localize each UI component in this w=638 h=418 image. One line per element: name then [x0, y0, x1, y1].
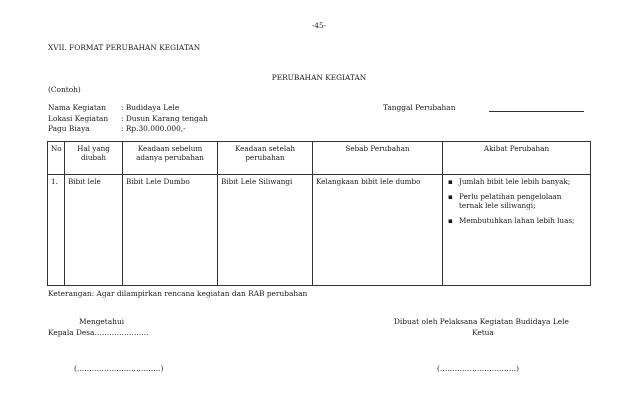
cell-item: Bibit lele	[65, 175, 123, 286]
activity-name-label: Nama Kegiatan	[48, 103, 106, 112]
cell-after: Bibit Lele Siliwangi	[218, 175, 313, 286]
left-signature-blank: (…………………………….)	[74, 364, 164, 373]
budget-value: : Rp.30.000.000,-	[121, 124, 186, 133]
change-table	[47, 141, 591, 286]
bullet-icon: ▪	[448, 177, 453, 186]
header-effects: Akibat Perubahan	[443, 142, 591, 175]
cell-before: Bibit Lele Dumbo	[123, 175, 218, 286]
change-date-label: Tanggal Perubahan	[383, 103, 456, 112]
list-item: ▪ Perlu pelatihan pengelolaan ternak lele siliwangi;	[448, 191, 562, 211]
budget-label: Pagu Biaya	[48, 124, 90, 133]
village-head-label: Kepala Desa………………….	[48, 328, 149, 337]
header-item: Hal yang diubah	[65, 142, 123, 175]
table-header-row	[48, 142, 591, 175]
bullet-icon: ▪	[448, 216, 453, 226]
header-after: Keadaan setelah perubahan	[218, 142, 313, 175]
activity-location-value: : Dusun Karang tengah	[121, 114, 208, 123]
chairman-label: Ketua	[472, 328, 494, 337]
form-title: PERUBAHAN KEGIATAN	[271, 73, 367, 82]
effects-list	[446, 177, 587, 226]
example-label: (Contoh)	[48, 85, 81, 94]
change-date-line	[489, 111, 584, 112]
bullet-icon: ▪	[448, 191, 453, 201]
list-item: ▪ Jumlah bibit lele lebih banyak;	[448, 177, 571, 186]
activity-name-value: : Budidaya Lele	[121, 103, 180, 112]
header-no: No	[48, 142, 65, 175]
table-row	[48, 175, 591, 286]
section-title: XVII. FORMAT PERUBAHAN KEGIATAN	[48, 43, 201, 52]
right-signature-blank: (………………………….)	[437, 364, 520, 373]
made-by-label: Dibuat oleh Pelaksana Kegiatan Budidaya Lele	[394, 317, 569, 326]
cell-reason: Kelangkaan bibit lele dumbo	[313, 175, 443, 286]
cell-no: 1.	[48, 175, 65, 286]
note: Keterangan: Agar dilampirkan rencana kegiatan dan RAB perubahan	[48, 289, 308, 298]
header-before: Keadaan sebelum adanya perubahan	[123, 142, 218, 175]
page-number: -45-	[311, 21, 326, 30]
header-reason: Sebab Perubahan	[313, 142, 443, 175]
activity-location-label: Lokasi Kegiatan	[48, 114, 109, 123]
list-item: ▪ Membutuhkan lahan lebih luas;	[448, 216, 575, 226]
cell-effects	[443, 175, 591, 286]
acknowledged-label: Mengetahui	[79, 317, 125, 326]
